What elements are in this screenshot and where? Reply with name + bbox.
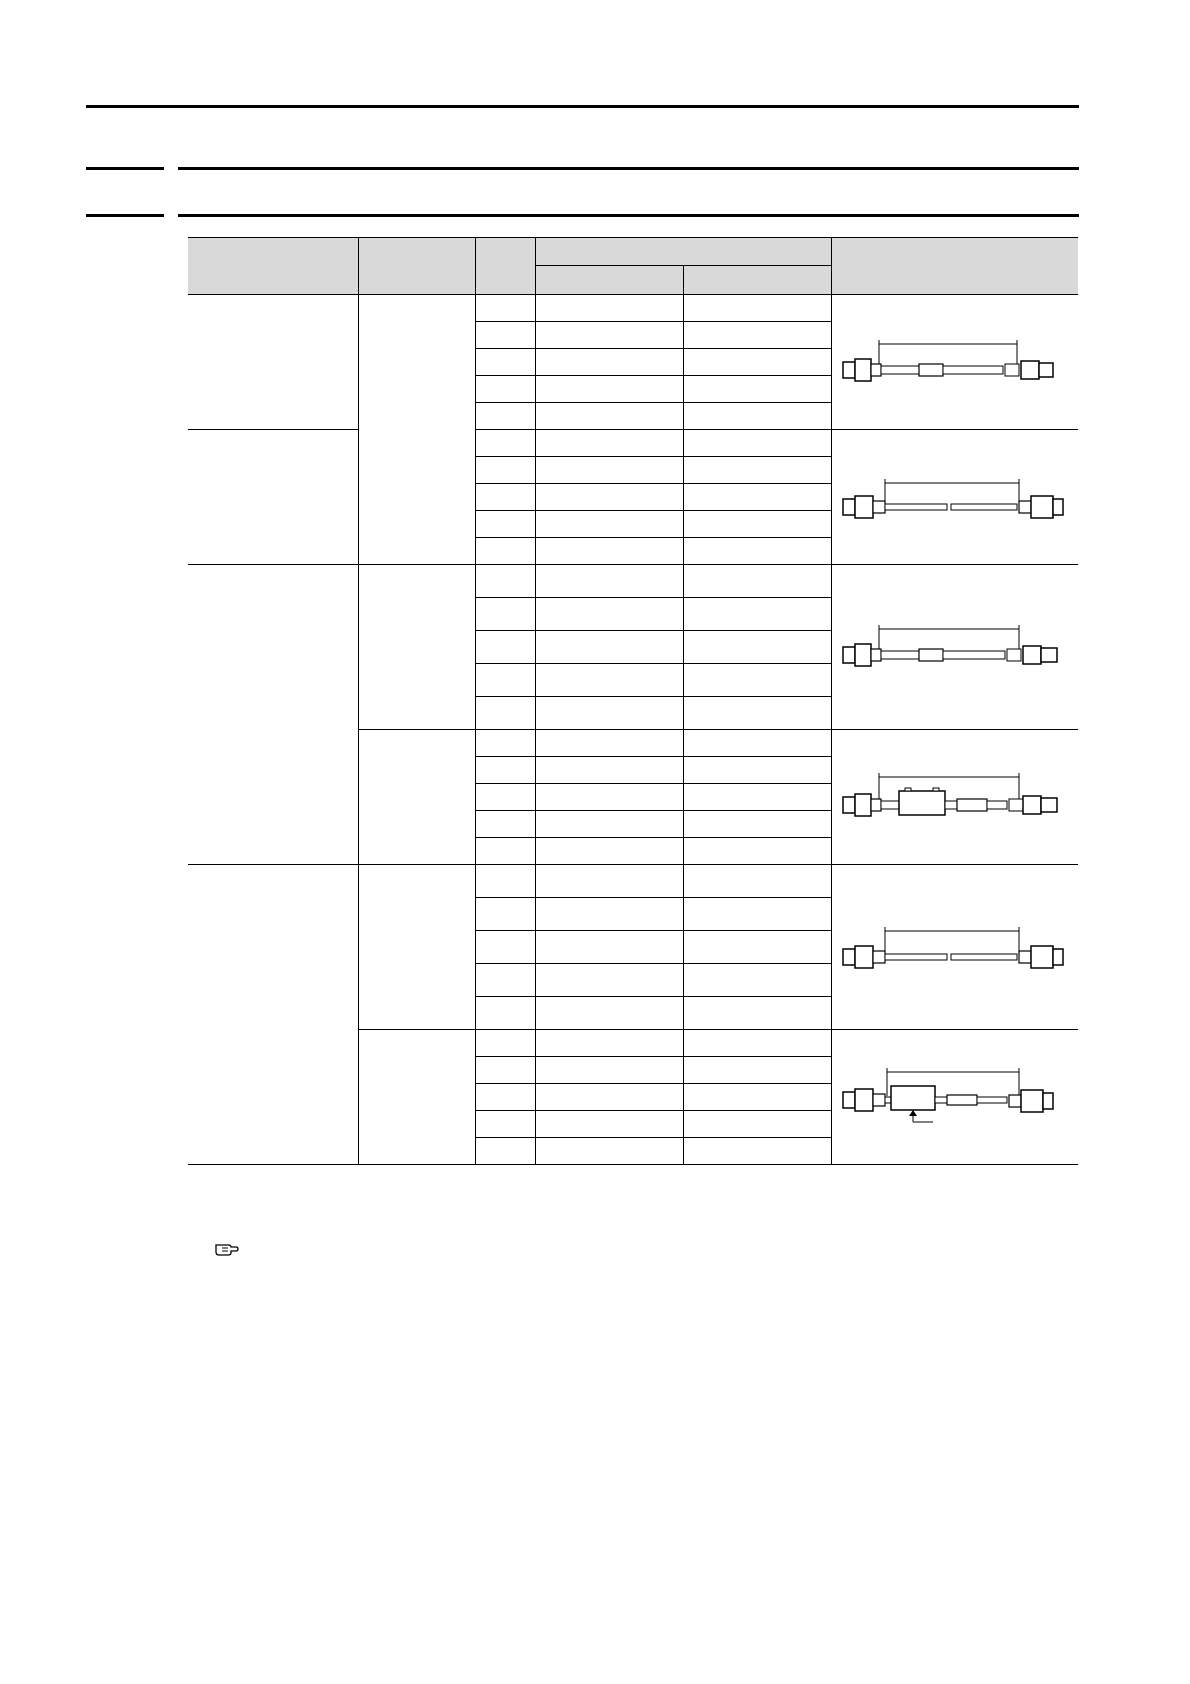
cell <box>683 898 831 931</box>
cell <box>475 784 535 811</box>
type-cell-5 <box>358 1030 475 1165</box>
cell <box>683 376 831 403</box>
cell <box>475 598 535 631</box>
cell <box>475 865 535 898</box>
cable-diagram-cell-3 <box>831 565 1078 730</box>
cell <box>535 1057 683 1084</box>
cell <box>683 757 831 784</box>
cell <box>535 730 683 757</box>
table-header <box>188 238 1078 295</box>
cell <box>475 565 535 598</box>
cell <box>683 964 831 997</box>
cell <box>535 1138 683 1165</box>
cell <box>683 403 831 430</box>
cell <box>535 511 683 538</box>
cell <box>535 457 683 484</box>
cell <box>475 1084 535 1111</box>
cell <box>683 538 831 565</box>
cable-diagram-plug-to-plug-long <box>835 917 1075 977</box>
cell <box>683 631 831 664</box>
type-cell-2 <box>358 565 475 730</box>
header-group <box>535 238 831 266</box>
cell <box>683 838 831 865</box>
cell <box>475 838 535 865</box>
cell <box>475 1057 535 1084</box>
cell <box>683 697 831 730</box>
cell <box>535 376 683 403</box>
cell <box>683 295 831 322</box>
cell <box>475 1138 535 1165</box>
cell <box>535 1111 683 1138</box>
cell <box>683 349 831 376</box>
cell <box>535 1030 683 1057</box>
cell <box>535 898 683 931</box>
section-rule-right-bottom <box>178 214 1079 217</box>
cell <box>683 811 831 838</box>
cell <box>683 598 831 631</box>
header-col-3 <box>475 238 535 295</box>
cell <box>475 757 535 784</box>
cell <box>535 811 683 838</box>
cable-diagram-cell-6 <box>831 1030 1078 1165</box>
cell <box>535 865 683 898</box>
header-sub-1 <box>535 266 683 295</box>
cell <box>683 664 831 697</box>
header-col-2 <box>358 238 475 295</box>
cell <box>535 322 683 349</box>
type-cell-3 <box>358 730 475 865</box>
cell <box>475 430 535 457</box>
type-cell-1 <box>358 295 475 565</box>
cell <box>475 457 535 484</box>
cell <box>535 838 683 865</box>
cell <box>475 631 535 664</box>
pointing-hand-icon <box>214 1238 240 1258</box>
cell <box>475 484 535 511</box>
group-label-3 <box>188 565 358 865</box>
cable-diagram-cell-2 <box>831 430 1078 565</box>
cell <box>683 1084 831 1111</box>
cell <box>683 430 831 457</box>
cell <box>535 484 683 511</box>
cell <box>535 538 683 565</box>
cell <box>683 1138 831 1165</box>
top-rule <box>86 105 1079 108</box>
cell <box>683 484 831 511</box>
cable-diagram-cell-4 <box>831 730 1078 865</box>
table-row <box>188 430 1078 457</box>
cell <box>475 997 535 1030</box>
cell <box>475 1030 535 1057</box>
group-label-2 <box>188 430 358 565</box>
table-row <box>188 565 1078 598</box>
cell <box>535 430 683 457</box>
header-col-5 <box>831 238 1078 295</box>
cell <box>475 376 535 403</box>
cell <box>535 349 683 376</box>
cell <box>475 403 535 430</box>
type-cell-4 <box>358 865 475 1030</box>
cell <box>683 1057 831 1084</box>
cell <box>683 457 831 484</box>
cable-diagram-with-filter-to-plug <box>835 1062 1075 1132</box>
cell <box>683 1030 831 1057</box>
cell <box>475 511 535 538</box>
cell <box>475 349 535 376</box>
cable-table <box>188 237 1078 1165</box>
cell <box>683 565 831 598</box>
cable-diagram-cell-5 <box>831 865 1078 1030</box>
cell <box>535 598 683 631</box>
cell <box>475 1111 535 1138</box>
cell <box>683 784 831 811</box>
cell <box>475 664 535 697</box>
cable-diagram-plug-to-round-long <box>835 617 1075 677</box>
header-col-1 <box>188 238 358 295</box>
cell <box>475 811 535 838</box>
cell <box>475 538 535 565</box>
cell <box>683 322 831 349</box>
cell <box>683 931 831 964</box>
cable-diagram-plug-to-plug <box>835 467 1075 527</box>
section-rule-left-top <box>86 167 164 170</box>
cell <box>535 757 683 784</box>
cell <box>683 730 831 757</box>
cable-diagram-with-filter-to-round <box>835 767 1075 827</box>
cell <box>535 697 683 730</box>
group-label-1 <box>188 295 358 430</box>
table-row <box>188 295 1078 322</box>
cell <box>535 1084 683 1111</box>
cell <box>683 1111 831 1138</box>
section-rule-right-top <box>178 167 1079 170</box>
section-rule-left-bottom <box>86 214 164 217</box>
cell <box>535 997 683 1030</box>
cable-diagram-cell-1 <box>831 295 1078 430</box>
cell <box>535 403 683 430</box>
cell <box>535 784 683 811</box>
cell <box>683 511 831 538</box>
table-row <box>188 865 1078 898</box>
cell <box>475 898 535 931</box>
cell <box>475 322 535 349</box>
header-sub-2 <box>683 266 831 295</box>
cell <box>535 664 683 697</box>
cell <box>535 964 683 997</box>
cell <box>535 631 683 664</box>
cell <box>535 565 683 598</box>
cell <box>683 997 831 1030</box>
cell <box>535 931 683 964</box>
group-label-4 <box>188 865 358 1165</box>
cell <box>475 295 535 322</box>
cable-diagram-plug-to-round <box>835 332 1075 392</box>
cell <box>683 865 831 898</box>
cell <box>475 964 535 997</box>
cell <box>475 730 535 757</box>
cell <box>535 295 683 322</box>
cell <box>475 931 535 964</box>
cell <box>475 697 535 730</box>
